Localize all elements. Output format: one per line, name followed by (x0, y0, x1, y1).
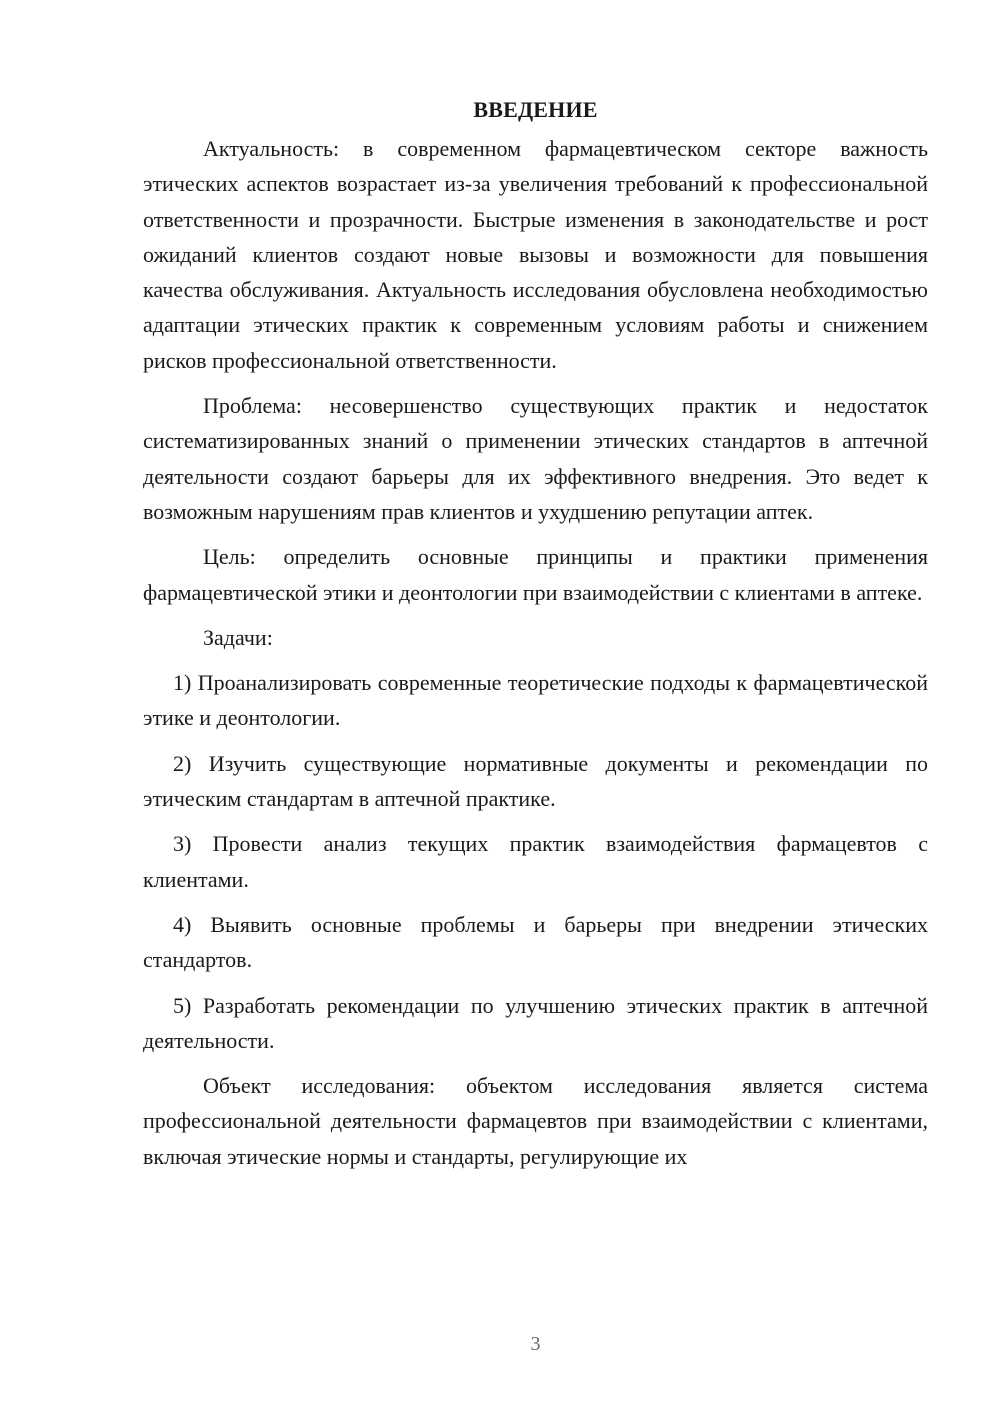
paragraph-problem: Проблема: несовершенство существующих практик и недостаток систематизированных знаний о применении этических стандартов в аптечной деятельности создают барьеры для их эффективного внедрения. Это ведет к возможным нарушениям прав клиентов и ухудшению репутации аптек. (143, 393, 928, 524)
paragraph-relevance: Актуальность: в современном фармацевтическом секторе важность этических аспектов возрастает из-за увеличения требований к профессиональной ответственности и прозрачности. Быстрые изменения в законодательстве и рост ожиданий клиентов создают новые вызовы и возможности для повышения качества обслуживания. Актуальность исследования обусловлена необходимостью адаптации этических практик к современным условиям работы и снижением рисков профессиональной ответственности. (143, 136, 928, 373)
document-page (143, 92, 928, 1184)
task-item-3: 3) Провести анализ текущих практик взаимодействия фармацевтов с клиентами. (143, 831, 928, 892)
paragraph-object: Объект исследования: объектом исследования является система профессиональной деятельности фармацевтов при взаимодействии с клиентами, включая этические нормы и стандарты, регулирующие их (143, 1073, 928, 1169)
page-number: 3 (530, 1333, 541, 1355)
section-title: ВВЕДЕНИЕ (473, 97, 598, 122)
task-item-2: 2) Изучить существующие нормативные документы и рекомендации по этическим стандартам в аптечной практике. (143, 750, 928, 812)
paragraph-tasks-heading: Задачи: (203, 624, 273, 650)
paragraph-goal: Цель: определить основные принципы и практики применения фармацевтической этики и деонтологии при взаимодействии с клиентами в аптеке. (143, 544, 928, 605)
task-item-5: 5) Разработать рекомендации по улучшению этических практик в аптечной деятельности. (143, 992, 928, 1053)
task-item-4: 4) Выявить основные проблемы и барьеры при внедрении этических стандартов. (143, 911, 928, 973)
task-item-1: 1) Проанализировать современные теоретические подходы к фармацевтической этике и деонтологии. (143, 670, 928, 731)
